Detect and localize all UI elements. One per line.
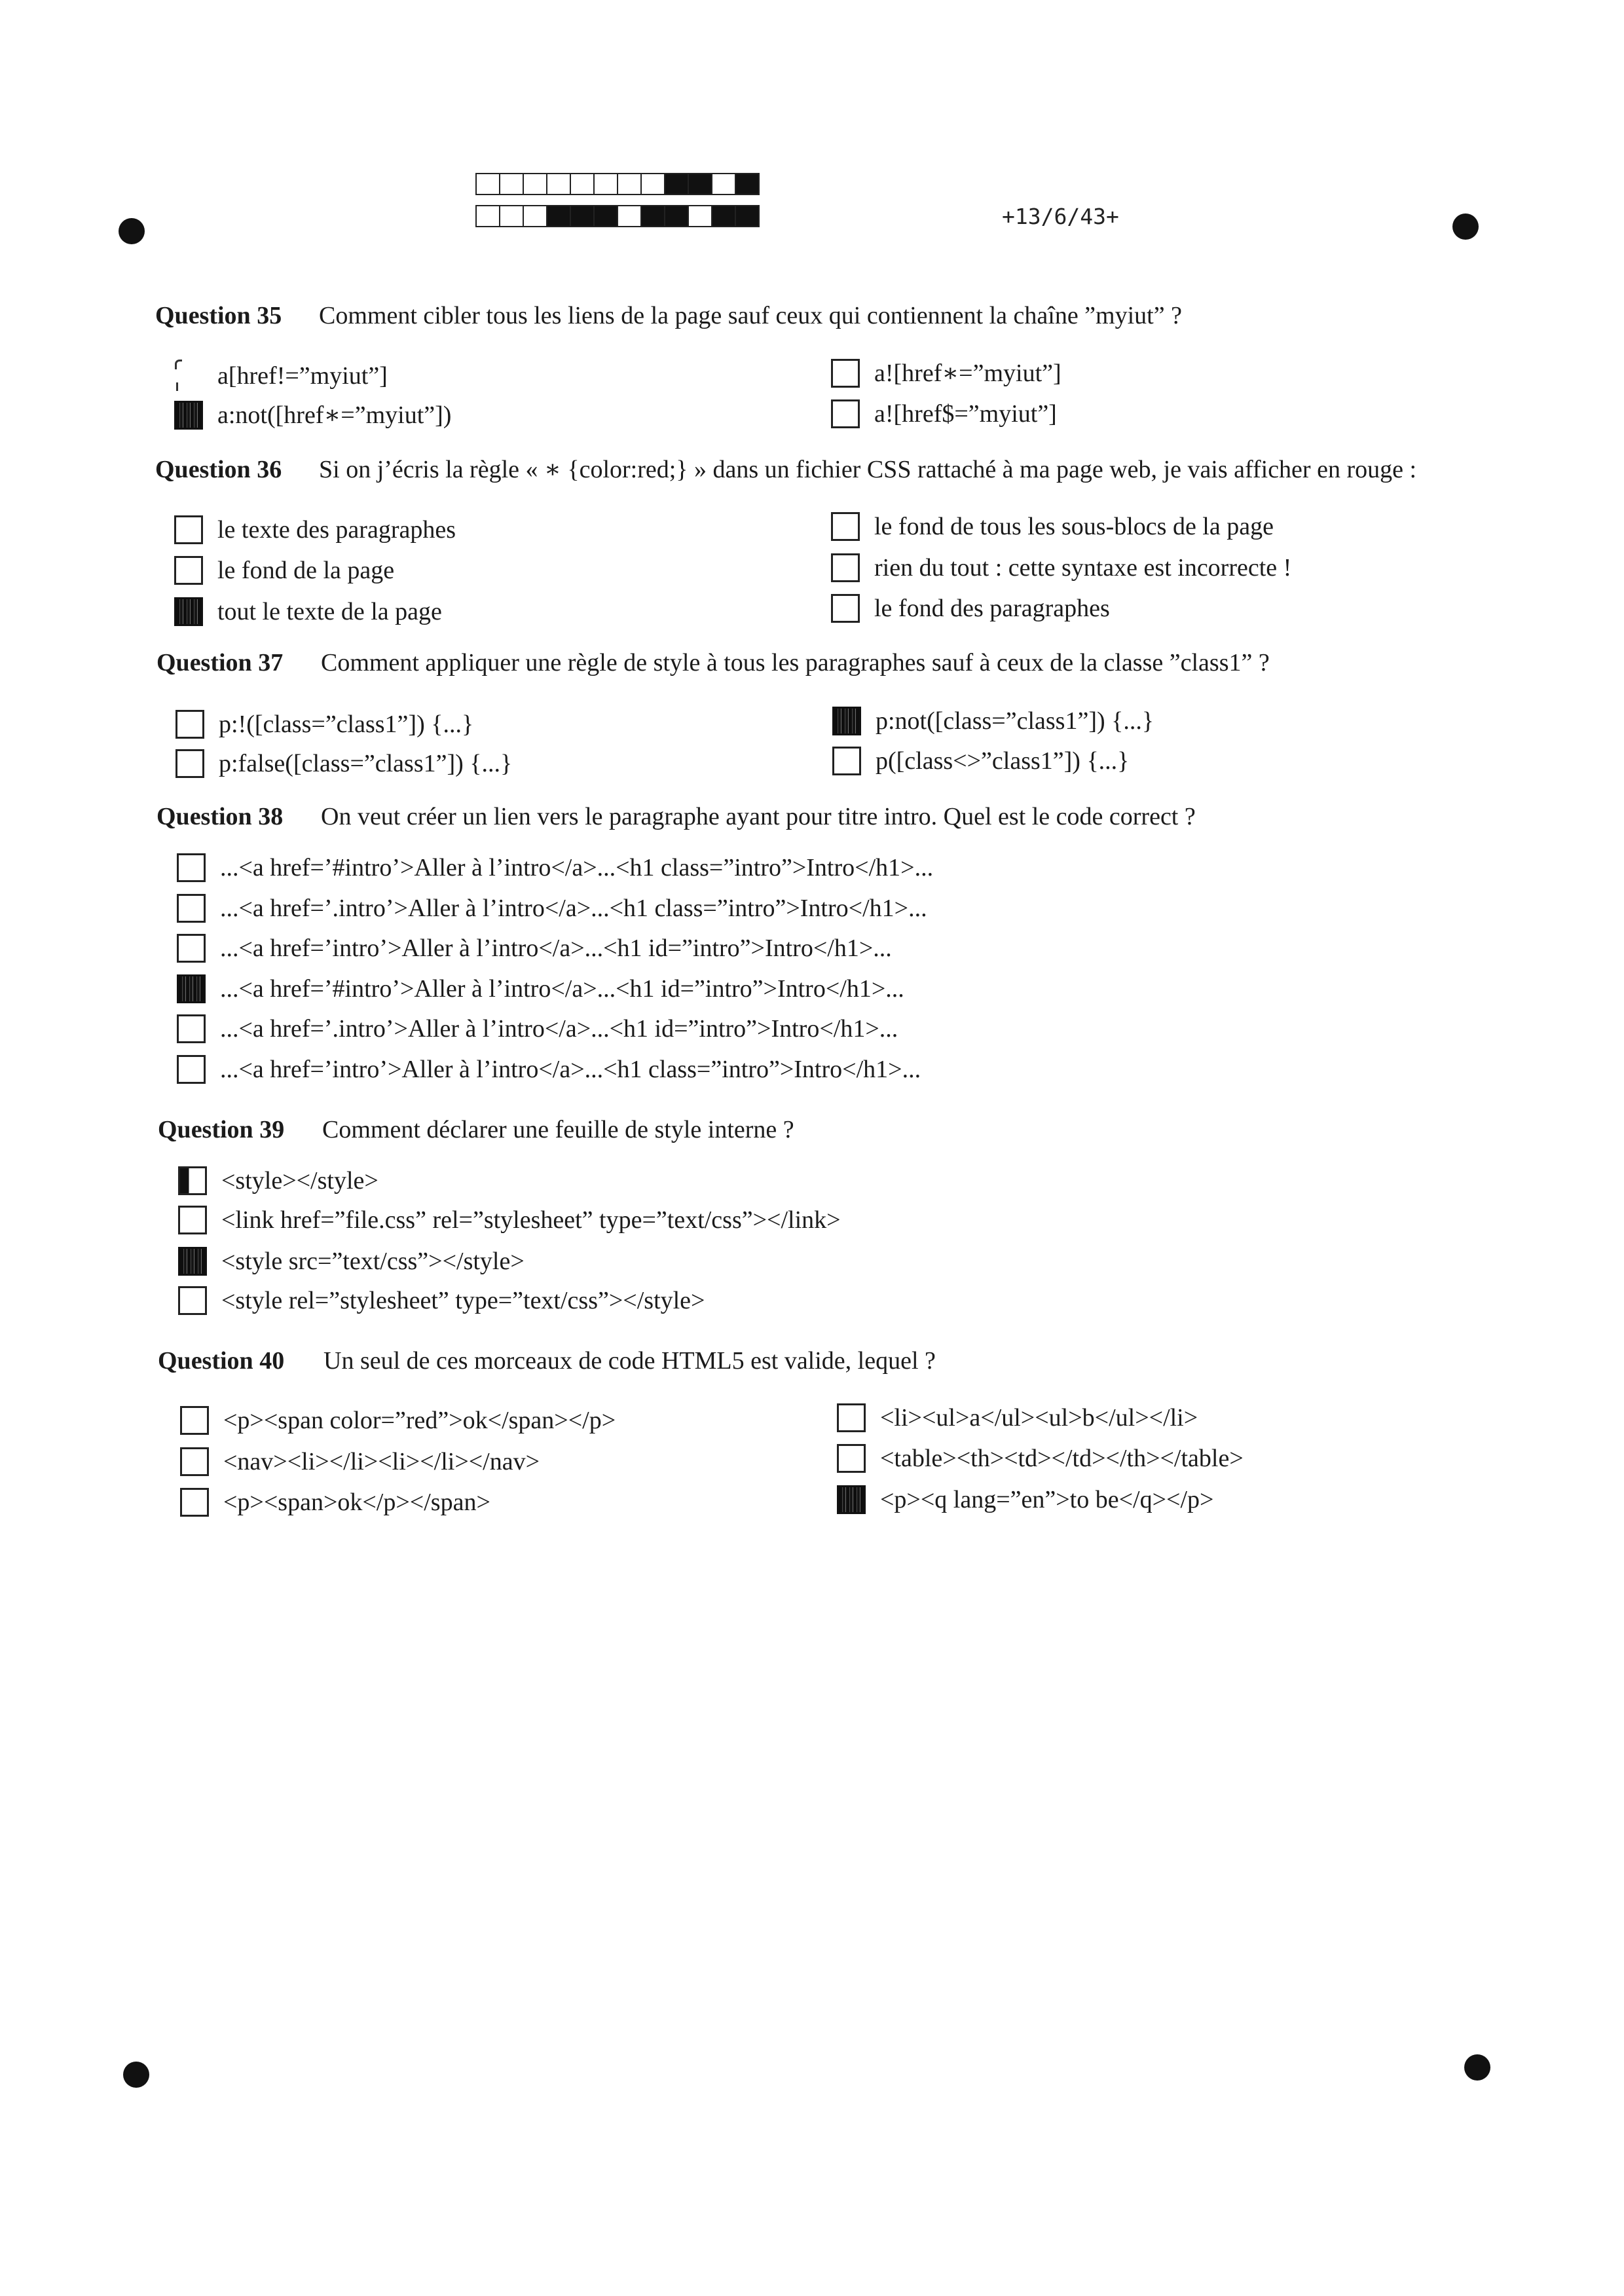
answer-text: <style></style>: [221, 1167, 378, 1194]
q36-option[interactable]: [174, 555, 394, 586]
answer-text: ...<a href=’.intro’>Aller à l’intro</a>...<h1 class=”intro”>Intro</h1>...: [220, 895, 927, 922]
checkbox[interactable]: [180, 1447, 209, 1476]
answer-text: a:not([href∗=”myiut”]): [217, 401, 452, 429]
barcode-cell: [711, 205, 736, 227]
answer-text: <link href=”file.css” rel=”stylesheet” type=”text/css”></link>: [221, 1206, 841, 1234]
barcode-cell: [570, 205, 595, 227]
answer-text: <style rel=”stylesheet” type=”text/css”></style>: [221, 1287, 705, 1314]
answer-text: p:!([class=”class1”]) {...}: [219, 711, 474, 738]
question-40-text: Un seul de ces morceaux de code HTML5 est valide, lequel ?: [323, 1347, 936, 1375]
barcode-row: [475, 173, 758, 195]
barcode-cell: [617, 205, 642, 227]
barcode-cell: [664, 173, 689, 195]
answer-text: le texte des paragraphes: [217, 516, 456, 544]
copy-id: +13/6/43+: [1002, 204, 1119, 229]
question-36-label: Question 36: [155, 456, 282, 483]
answer-text: ...<a href=’intro’>Aller à l’intro</a>...<h1 class=”intro”>Intro</h1>...: [220, 1056, 921, 1083]
checkbox[interactable]: [832, 747, 861, 775]
checkbox[interactable]: [174, 515, 203, 544]
checkbox[interactable]: [177, 934, 206, 963]
checkbox[interactable]: [174, 361, 203, 390]
q38-option[interactable]: [177, 852, 933, 883]
q40-option[interactable]: [837, 1484, 1213, 1515]
answer-text: le fond des paragraphes: [874, 595, 1110, 622]
question-39-label: Question 39: [158, 1116, 285, 1143]
question-37-label: Question 37: [157, 649, 284, 676]
q38-option[interactable]: [177, 933, 892, 964]
checkbox[interactable]: [837, 1444, 866, 1473]
answer-text: ...<a href=’#intro’>Aller à l’intro</a>...<h1 id=”intro”>Intro</h1>...: [220, 975, 904, 1003]
registration-mark-bottom-left: [123, 2062, 149, 2088]
barcode-cell: [711, 173, 736, 195]
answer-text: <nav><li></li><li></li></nav>: [223, 1448, 540, 1475]
registration-mark-top-left: [119, 218, 145, 244]
answer-text: <li><ul>a</ul><ul>b</ul></li>: [880, 1404, 1198, 1432]
page-barcode: [475, 173, 758, 237]
barcode-cell: [499, 205, 524, 227]
registration-mark-top-right: [1452, 213, 1479, 240]
question-39-text: Comment déclarer une feuille de style interne ?: [322, 1116, 794, 1143]
checkbox[interactable]: [177, 894, 206, 923]
answer-text: p:not([class=”class1”]) {...}: [876, 707, 1154, 735]
q36-option[interactable]: [174, 596, 442, 627]
checkbox[interactable]: [832, 707, 861, 735]
q36-option[interactable]: [831, 511, 1274, 542]
barcode-cell: [499, 173, 524, 195]
checkbox[interactable]: [178, 1206, 207, 1234]
checkbox[interactable]: [178, 1166, 207, 1195]
barcode-cell: [593, 173, 618, 195]
checkbox[interactable]: [180, 1488, 209, 1517]
checkbox[interactable]: [177, 974, 206, 1003]
barcode-cell: [570, 173, 595, 195]
q37-option[interactable]: [175, 709, 473, 740]
q37-option[interactable]: [832, 705, 1154, 737]
pen-trace: [176, 382, 178, 391]
q36-option[interactable]: [831, 552, 1291, 583]
answer-text: a![href$=”myiut”]: [874, 400, 1057, 428]
q40-option[interactable]: [837, 1443, 1244, 1474]
answer-text: ...<a href=’.intro’>Aller à l’intro</a>...<h1 id=”intro”>Intro</h1>...: [220, 1015, 898, 1043]
q38-option[interactable]: [177, 973, 904, 1005]
answer-text: a![href∗=”myiut”]: [874, 360, 1061, 387]
q37-option[interactable]: [175, 748, 512, 779]
barcode-cell: [593, 205, 618, 227]
question-37-text: Comment appliquer une règle de style à tous les paragraphes sauf à ceux de la classe ”class1” ?: [321, 649, 1270, 676]
checkbox[interactable]: [180, 1406, 209, 1435]
answer-text: ...<a href=’#intro’>Aller à l’intro</a>...<h1 class=”intro”>Intro</h1>...: [220, 854, 934, 881]
q35-option[interactable]: [831, 398, 1057, 430]
barcode-cell: [475, 205, 500, 227]
barcode-cell: [617, 173, 642, 195]
barcode-cell: [664, 205, 689, 227]
checkbox[interactable]: [175, 710, 204, 739]
checkbox[interactable]: [174, 401, 203, 430]
q39-option[interactable]: [178, 1285, 705, 1316]
barcode-cell: [735, 173, 760, 195]
registration-mark-bottom-right: [1464, 2054, 1490, 2081]
q39-option[interactable]: [178, 1165, 378, 1196]
checkbox[interactable]: [177, 853, 206, 882]
question-35-label: Question 35: [155, 302, 282, 329]
q38-option[interactable]: [177, 1054, 921, 1085]
checkbox[interactable]: [831, 594, 860, 623]
answer-text: <style src=”text/css”></style>: [221, 1248, 525, 1275]
q35-option[interactable]: [174, 360, 388, 392]
answer-text: <p><span>ok</p></span>: [223, 1489, 490, 1516]
checkbox[interactable]: [178, 1286, 207, 1315]
checkbox[interactable]: [178, 1247, 207, 1276]
checkbox[interactable]: [831, 512, 860, 541]
answer-text: rien du tout : cette syntaxe est incorrecte !: [874, 554, 1292, 582]
barcode-cell: [475, 173, 500, 195]
q37-option[interactable]: [832, 745, 1129, 777]
q39-option[interactable]: [178, 1246, 525, 1277]
checkbox[interactable]: [831, 553, 860, 582]
q40-option[interactable]: [180, 1405, 616, 1436]
checkbox[interactable]: [177, 1014, 206, 1043]
checkbox[interactable]: [175, 749, 204, 778]
checkbox[interactable]: [174, 556, 203, 585]
q38-option[interactable]: [177, 1013, 898, 1045]
q38-option[interactable]: [177, 893, 927, 924]
barcode-cell: [546, 173, 571, 195]
checkbox[interactable]: [837, 1403, 866, 1432]
question-40-label: Question 40: [158, 1347, 285, 1375]
answer-text: p:false([class=”class1”]) {...}: [219, 750, 513, 777]
pen-trace: [175, 360, 182, 369]
barcode-cell: [523, 173, 547, 195]
q39-option[interactable]: [178, 1204, 841, 1236]
q36-option[interactable]: [831, 593, 1110, 624]
barcode-cell: [523, 205, 547, 227]
checkbox[interactable]: [831, 359, 860, 388]
q35-option[interactable]: [174, 399, 451, 431]
barcode-row: [475, 205, 758, 227]
barcode-cell: [688, 173, 712, 195]
answer-text: p([class<>”class1”]) {...}: [876, 747, 1130, 775]
question-36-text: Si on j’écris la règle « ∗ {color:red;} » dans un fichier CSS rattaché à ma page web, je vais afficher en rouge :: [319, 456, 1417, 483]
barcode-cell: [640, 205, 665, 227]
answer-text: <table><th><td></td></th></table>: [880, 1445, 1244, 1472]
checkbox[interactable]: [177, 1055, 206, 1084]
q35-option[interactable]: [831, 358, 1061, 389]
checkbox[interactable]: [831, 399, 860, 428]
q36-option[interactable]: [174, 514, 456, 546]
checkbox[interactable]: [174, 597, 203, 626]
answer-text: <p><span color=”red”>ok</span></p>: [223, 1407, 616, 1434]
barcode-cell: [640, 173, 665, 195]
answer-text: le fond de la page: [217, 557, 395, 584]
question-38-text: On veut créer un lien vers le paragraphe ayant pour titre intro. Quel est le code correct ?: [321, 803, 1196, 830]
barcode-cell: [688, 205, 712, 227]
q40-option[interactable]: [837, 1402, 1198, 1434]
barcode-cell: [546, 205, 571, 227]
answer-text: a[href!=”myiut”]: [217, 362, 388, 390]
checkbox[interactable]: [837, 1485, 866, 1514]
question-35-text: Comment cibler tous les liens de la page sauf ceux qui contiennent la chaîne ”myiut” ?: [319, 302, 1182, 329]
q40-option[interactable]: [180, 1446, 540, 1477]
answer-text: le fond de tous les sous-blocs de la page: [874, 513, 1274, 540]
question-38-label: Question 38: [157, 803, 284, 830]
q40-option[interactable]: [180, 1487, 490, 1518]
answer-text: ...<a href=’intro’>Aller à l’intro</a>...<h1 id=”intro”>Intro</h1>...: [220, 935, 892, 962]
answer-text: tout le texte de la page: [217, 598, 442, 625]
answer-text: <p><q lang=”en”>to be</q></p>: [880, 1486, 1214, 1513]
barcode-cell: [735, 205, 760, 227]
